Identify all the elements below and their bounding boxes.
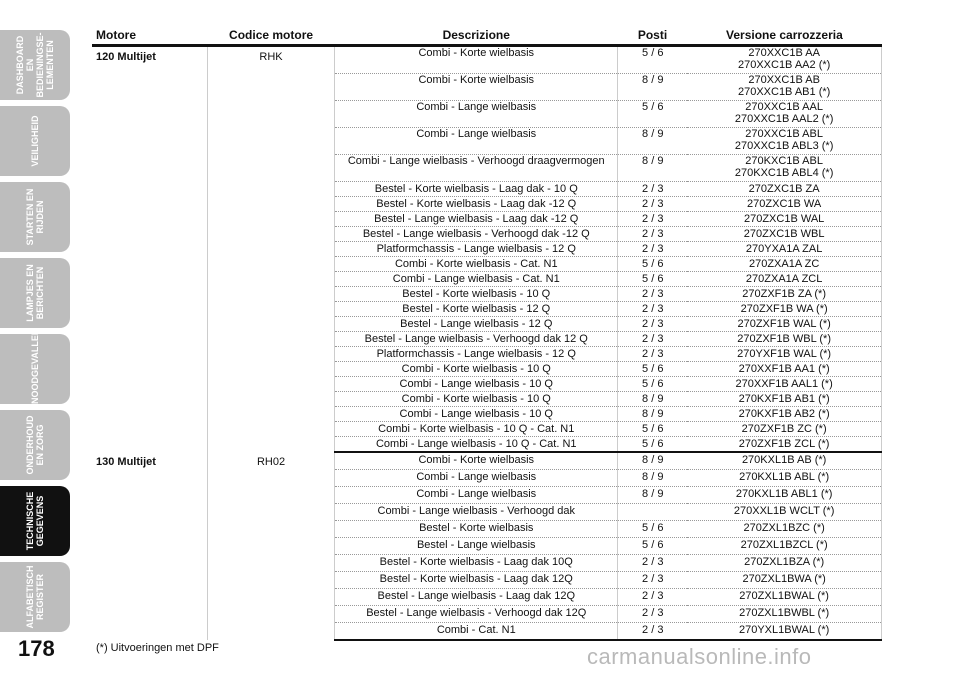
seats-cell: 8 / 9 xyxy=(618,407,688,422)
seats-cell: 5 / 6 xyxy=(618,257,688,272)
version-cell: 270ZXL1BZCL (*) xyxy=(687,538,881,555)
seats-cell: 2 / 3 xyxy=(618,347,688,362)
chapter-tab-6[interactable] xyxy=(0,410,70,480)
seats-cell: 2 / 3 xyxy=(618,287,688,302)
version-cell: 270ZXL1BZA (*) xyxy=(687,555,881,572)
description-cell: Combi - Lange wielbasis - 10 Q xyxy=(335,377,618,392)
version-cell: 270ZXC1B WBL xyxy=(687,227,881,242)
seats-cell: 2 / 3 xyxy=(618,317,688,332)
chapter-tab-label: VEILIGHEID xyxy=(30,115,40,167)
chapter-tab-2[interactable] xyxy=(0,106,70,176)
description-cell: Combi - Lange wielbasis xyxy=(335,487,618,504)
seats-cell: 5 / 6 xyxy=(618,422,688,437)
description-cell: Combi - Korte wielbasis xyxy=(335,46,618,74)
seats-cell: 8 / 9 xyxy=(618,452,688,470)
chapter-tab-7[interactable] xyxy=(0,486,70,556)
description-cell: Platformchassis - Lange wielbasis - 12 Q xyxy=(335,347,618,362)
motor-name: 130 Multijet xyxy=(92,452,207,640)
version-cell: 270XXC1B AB 270XXC1B AB1 (*) xyxy=(687,74,881,101)
version-cell: 270YXF1B WAL (*) xyxy=(687,347,881,362)
description-cell: Combi - Lange wielbasis - 10 Q xyxy=(335,407,618,422)
version-cell: 270XXF1B AA1 (*) xyxy=(687,362,881,377)
description-cell: Bestel - Lange wielbasis - Laag dak -12 Q xyxy=(335,212,618,227)
description-cell: Combi - Lange wielbasis - Cat. N1 xyxy=(335,272,618,287)
footnote: (*) Uitvoeringen met DPF xyxy=(96,642,219,654)
seats-cell: 2 / 3 xyxy=(618,197,688,212)
table-header-row xyxy=(92,28,882,46)
version-cell: 270ZXC1B ZA xyxy=(687,182,881,197)
engine-code: RH02 xyxy=(207,452,335,640)
chapter-tab-label: STARTEN EN RIJDEN xyxy=(25,188,45,246)
description-cell: Bestel - Korte wielbasis - Laag dak - 10 Q xyxy=(335,182,618,197)
seats-cell: 5 / 6 xyxy=(618,101,688,128)
table-row xyxy=(92,452,882,470)
seats-cell: 5 / 6 xyxy=(618,377,688,392)
chapter-tab-label: NOODGEVALLEN xyxy=(30,328,40,404)
engine-code: RHK xyxy=(207,46,335,453)
description-cell: Bestel - Lange wielbasis xyxy=(335,538,618,555)
description-cell: Bestel - Lange wielbasis - 12 Q xyxy=(335,317,618,332)
version-cell: 270ZXL1BWAL (*) xyxy=(687,589,881,606)
description-cell: Combi - Lange wielbasis - 10 Q - Cat. N1 xyxy=(335,437,618,453)
version-cell: 270ZXC1B WA xyxy=(687,197,881,212)
version-cell: 270ZXF1B WAL (*) xyxy=(687,317,881,332)
seats-cell: 2 / 3 xyxy=(618,227,688,242)
description-cell: Bestel - Lange wielbasis - Laag dak 12Q xyxy=(335,589,618,606)
table-row xyxy=(92,46,882,74)
version-cell: 270ZXF1B WA (*) xyxy=(687,302,881,317)
description-cell: Bestel - Korte wielbasis - Laag dak 12Q xyxy=(335,572,618,589)
description-cell: Combi - Lange wielbasis xyxy=(335,128,618,155)
description-cell: Combi - Korte wielbasis xyxy=(335,452,618,470)
chapter-tab-3[interactable] xyxy=(0,182,70,252)
seats-cell: 2 / 3 xyxy=(618,572,688,589)
description-cell: Combi - Lange wielbasis - Verhoogd draagvermogen xyxy=(335,155,618,182)
seats-cell: 8 / 9 xyxy=(618,74,688,101)
version-cell: 270ZXL1BWBL (*) xyxy=(687,606,881,623)
chapter-tab-label: DASHBOARD EN BEDIENINGSE- LEMENTEN xyxy=(15,32,55,98)
version-cell: 270ZXL1BWA (*) xyxy=(687,572,881,589)
description-cell: Combi - Korte wielbasis - Cat. N1 xyxy=(335,257,618,272)
description-cell: Bestel - Korte wielbasis - Laag dak -12 Q xyxy=(335,197,618,212)
seats-cell: 5 / 6 xyxy=(618,521,688,538)
seats-cell: 2 / 3 xyxy=(618,332,688,347)
version-cell: 270KXF1B AB2 (*) xyxy=(687,407,881,422)
description-cell: Combi - Korte wielbasis - 10 Q xyxy=(335,392,618,407)
version-cell: 270YXL1BWAL (*) xyxy=(687,623,881,641)
header-description: Descrizione xyxy=(335,28,618,46)
description-cell: Bestel - Lange wielbasis - Verhoogd dak 12Q xyxy=(335,606,618,623)
chapter-tab-label: ALFABETISCH REGISTER xyxy=(25,565,45,629)
description-cell: Combi - Korte wielbasis - 10 Q - Cat. N1 xyxy=(335,422,618,437)
description-cell: Bestel - Korte wielbasis xyxy=(335,521,618,538)
seats-cell: 5 / 6 xyxy=(618,46,688,74)
seats-cell: 2 / 3 xyxy=(618,606,688,623)
seats-cell: 2 / 3 xyxy=(618,212,688,227)
version-cell: 270XXC1B ABL 270XXC1B ABL3 (*) xyxy=(687,128,881,155)
seats-cell xyxy=(618,504,688,521)
version-cell: 270ZXA1A ZC xyxy=(687,257,881,272)
seats-cell: 5 / 6 xyxy=(618,272,688,287)
seats-cell: 2 / 3 xyxy=(618,555,688,572)
description-cell: Bestel - Korte wielbasis - 12 Q xyxy=(335,302,618,317)
version-cell: 270KXL1B AB (*) xyxy=(687,452,881,470)
seats-cell: 2 / 3 xyxy=(618,242,688,257)
chapter-tab-label: LAMPJES EN BERICHTEN xyxy=(25,264,45,322)
technical-data-table xyxy=(92,28,882,641)
version-cell: 270ZXF1B ZC (*) xyxy=(687,422,881,437)
chapter-tab-label: TECHNISCHE GEGEVENS xyxy=(25,491,45,551)
version-cell: 270XXF1B AAL1 (*) xyxy=(687,377,881,392)
description-cell: Combi - Korte wielbasis xyxy=(335,74,618,101)
chapter-tab-5[interactable] xyxy=(0,328,70,404)
seats-cell: 8 / 9 xyxy=(618,155,688,182)
description-cell: Combi - Korte wielbasis - 10 Q xyxy=(335,362,618,377)
header-seats: Posti xyxy=(618,28,688,46)
description-cell: Platformchassis - Lange wielbasis - 12 Q xyxy=(335,242,618,257)
motor-name: 120 Multijet xyxy=(92,46,207,453)
version-cell: 270XXC1B AAL 270XXC1B AAL2 (*) xyxy=(687,101,881,128)
version-cell: 270ZXF1B WBL (*) xyxy=(687,332,881,347)
chapter-tab-4[interactable] xyxy=(0,258,70,328)
header-motor: Motore xyxy=(92,28,207,46)
seats-cell: 2 / 3 xyxy=(618,623,688,641)
description-cell: Combi - Lange wielbasis - Verhoogd dak xyxy=(335,504,618,521)
seats-cell: 8 / 9 xyxy=(618,470,688,487)
version-cell: 270ZXA1A ZCL xyxy=(687,272,881,287)
version-cell: 270XXL1B WCLT (*) xyxy=(687,504,881,521)
watermark: carmanualsonline.info xyxy=(587,644,812,669)
description-cell: Bestel - Korte wielbasis - Laag dak 10Q xyxy=(335,555,618,572)
seats-cell: 8 / 9 xyxy=(618,392,688,407)
description-cell: Combi - Cat. N1 xyxy=(335,623,618,641)
version-cell: 270KXL1B ABL (*) xyxy=(687,470,881,487)
version-cell: 270ZXF1B ZCL (*) xyxy=(687,437,881,453)
version-cell: 270KXC1B ABL 270KXC1B ABL4 (*) xyxy=(687,155,881,182)
chapter-tab-8[interactable] xyxy=(0,562,70,632)
description-cell: Bestel - Lange wielbasis - Verhoogd dak -12 Q xyxy=(335,227,618,242)
seats-cell: 2 / 3 xyxy=(618,182,688,197)
header-engine-code: Codice motore xyxy=(207,28,335,46)
page-number: 178 xyxy=(18,636,55,661)
seats-cell: 8 / 9 xyxy=(618,487,688,504)
header-body-version: Versione carrozzeria xyxy=(687,28,881,46)
description-cell: Bestel - Korte wielbasis - 10 Q xyxy=(335,287,618,302)
description-cell: Combi - Lange wielbasis xyxy=(335,101,618,128)
version-cell: 270KXF1B AB1 (*) xyxy=(687,392,881,407)
version-cell: 270XXC1B AA 270XXC1B AA2 (*) xyxy=(687,46,881,74)
seats-cell: 2 / 3 xyxy=(618,302,688,317)
description-cell: Bestel - Lange wielbasis - Verhoogd dak 12 Q xyxy=(335,332,618,347)
version-cell: 270KXL1B ABL1 (*) xyxy=(687,487,881,504)
version-cell: 270ZXF1B ZA (*) xyxy=(687,287,881,302)
seats-cell: 2 / 3 xyxy=(618,589,688,606)
seats-cell: 5 / 6 xyxy=(618,538,688,555)
chapter-tab-label: ONDERHOUD EN ZORG xyxy=(25,415,45,475)
description-cell: Combi - Lange wielbasis xyxy=(335,470,618,487)
seats-cell: 8 / 9 xyxy=(618,128,688,155)
version-cell: 270YXA1A ZAL xyxy=(687,242,881,257)
seats-cell: 5 / 6 xyxy=(618,437,688,453)
chapter-tab-1[interactable] xyxy=(0,30,70,100)
version-cell: 270ZXC1B WAL xyxy=(687,212,881,227)
version-cell: 270ZXL1BZC (*) xyxy=(687,521,881,538)
seats-cell: 5 / 6 xyxy=(618,362,688,377)
